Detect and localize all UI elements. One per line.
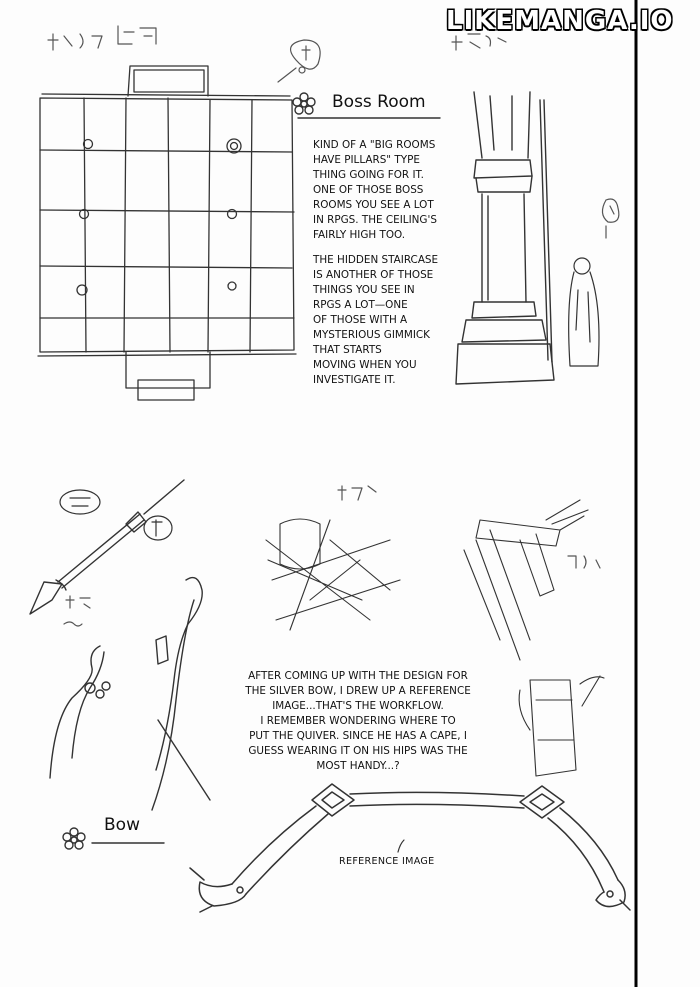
note-line: MOST HANDY...? (316, 760, 400, 772)
note-line: THAT STARTS (313, 344, 382, 356)
note-line: FAIRLY HIGH TOO. (313, 229, 406, 241)
note-line: RPGS A LOT—ONE (313, 299, 408, 311)
boss-room-note-1 (313, 138, 437, 243)
cloaked-figure-sketch (569, 258, 599, 366)
note-line: THINGS YOU SEE IN (313, 284, 415, 296)
note-line: IN RPGS. THE CEILING'S (313, 214, 437, 226)
pillar-sketch (456, 92, 554, 384)
note-line: MYSTERIOUS GIMMICK (313, 329, 430, 341)
note-line: INVESTIGATE IT. (313, 374, 396, 386)
note-line: IS ANOTHER OF THOSE (313, 269, 434, 281)
note-line: THE HIDDEN STAIRCASE (313, 254, 439, 266)
circled-notes (60, 490, 172, 540)
boss-room-title: Boss Room (332, 92, 426, 112)
note-line: ROOMS YOU SEE A LOT (313, 199, 434, 211)
note-line: THE SILVER BOW, I DREW UP A REFERENCE (245, 685, 471, 697)
note-line: KIND OF A "BIG ROOMS (313, 139, 436, 151)
spear-sketch (30, 480, 184, 614)
note-line: MOVING WHEN YOU (313, 359, 417, 371)
bow-title: Bow (104, 815, 140, 835)
note-line: OF THOSE WITH A (313, 314, 408, 326)
reference-bow-sketch (190, 784, 630, 912)
note-line: I REMEMBER WONDERING WHERE TO (260, 715, 456, 727)
boss-room-note-2 (313, 253, 438, 388)
note-line: AFTER COMING UP WITH THE DESIGN FOR (248, 670, 468, 682)
reference-image-caption: REFERENCE IMAGE (339, 856, 435, 867)
note-line: THING GOING FOR IT. (313, 169, 424, 181)
boss-room-floor-plan (38, 66, 296, 400)
bow-note (226, 669, 490, 774)
bow-limb-sketches (50, 578, 210, 810)
watermark: LIKEMANGA.IO (446, 6, 674, 36)
note-line: ONE OF THOSE BOSS (313, 184, 424, 196)
note-line: HAVE PILLARS" TYPE (313, 154, 420, 166)
caption-pointer (398, 840, 404, 852)
note-line: PUT THE QUIVER. SINCE HE HAS A CAPE, I (249, 730, 467, 742)
note-line: IMAGE...THAT'S THE WORKFLOW. (272, 700, 444, 712)
note-line: GUESS WEARING IT ON HIS HIPS WAS THE (248, 745, 468, 757)
